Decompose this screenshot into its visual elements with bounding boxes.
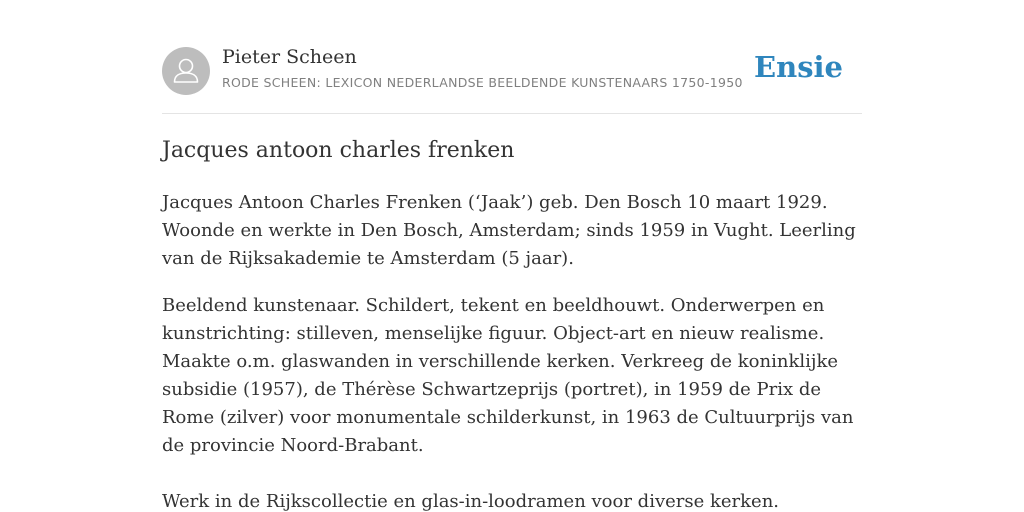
paragraph-career: Beeldend kunstenaar. Schildert, tekent en beeldhouwt. Onderwerpen en kunstrichting: stilleven, menselijke figuur. Object-art en nieuw realisme. Maakte o.m. glaswanden in verschillende kerken. Verkreeg de koninklijke subsidie (1957), de Thérèse Schwartzeprijs (portret), in 1959 de Prix de Rome (zilver) voor monumentale schilderkunst, in 1963 de Cultuurprijs van de provincie Noord-Brabant. bbox=[162, 295, 854, 456]
article-header bbox=[162, 0, 862, 114]
article-body bbox=[162, 189, 862, 512]
user-avatar-icon[interactable] bbox=[162, 47, 210, 95]
author-name[interactable]: Pieter Scheen bbox=[222, 46, 357, 68]
paragraph-biography: Jacques Antoon Charles Frenken (‘Jaak’) geb. Den Bosch 10 maart 1929. Woonde en werkte in Den Bosch, Amsterdam; sinds 1959 in Vught. Leerling van de Rijksakademie te Amsterdam (5 jaar). bbox=[162, 192, 856, 269]
article-title: Jacques antoon charles frenken bbox=[162, 138, 515, 163]
author-source[interactable]: RODE SCHEEN: LEXICON NEDERLANDSE BEELDENDE KUNSTENAARS 1750-1950 bbox=[222, 75, 743, 90]
user-silhouette-icon bbox=[162, 47, 210, 95]
paragraph-works: Werk in de Rijkscollectie en glas-in-loodramen voor diverse kerken. bbox=[162, 491, 780, 512]
content-column bbox=[162, 0, 862, 512]
ensie-logo[interactable]: Ensie bbox=[754, 50, 843, 84]
